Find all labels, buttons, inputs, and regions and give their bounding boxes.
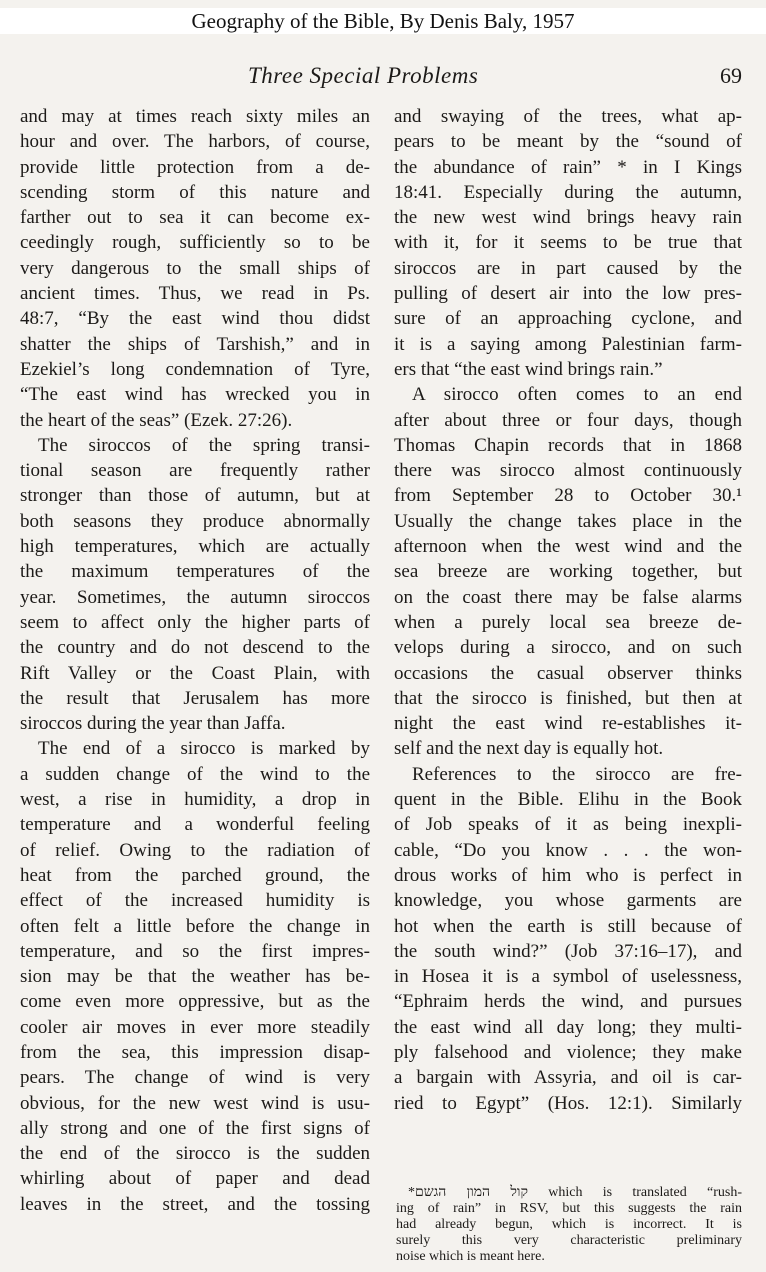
footnote-line: noise which is meant here. <box>396 1249 545 1264</box>
text-line: a bargain with Assyria, and oil is car- <box>394 1067 742 1089</box>
text-line: year. Sometimes, the autumn siroccos <box>20 586 370 608</box>
running-head <box>20 62 744 92</box>
text-line: provide little protection from a de- <box>20 156 370 178</box>
text-line: very dangerous to the small ships of <box>20 257 370 279</box>
text-line: velops during a sirocco, and on such <box>394 637 742 659</box>
text-line: quent in the Bible. Elihu in the Book <box>394 789 742 811</box>
chapter-title: Three Special Problems <box>248 63 479 88</box>
text-line: whirling about of paper and dead <box>20 1168 370 1190</box>
text-line: Ezekiel’s long condemnation of Tyre, <box>20 358 370 380</box>
text-line: ally strong and one of the first signs of <box>20 1117 370 1139</box>
text-line: ceedingly rough, sufficiently so to be <box>20 232 370 254</box>
text-line: leaves in the street, and the tossing <box>20 1193 370 1215</box>
right-column <box>394 104 742 1116</box>
text-line: heat from the parched ground, the <box>20 864 370 886</box>
text-line: pears to be meant by the “sound of <box>394 131 742 153</box>
text-line: Rift Valley or the Coast Plain, with <box>20 662 370 684</box>
text-line: sion may be that the weather has be- <box>20 966 370 988</box>
text-line: temperature, and so the first impres- <box>20 940 370 962</box>
text-line: seem to affect only the higher parts of <box>20 611 370 633</box>
text-line: sure of an approaching cyclone, and <box>394 308 742 330</box>
footnote-line: surely this very characteristic preliminary <box>396 1233 742 1248</box>
text-line: the south wind?” (Job 37:16–17), and <box>394 940 742 962</box>
text-line: the result that Jerusalem has more <box>20 687 370 709</box>
text-line: of relief. Owing to the radiation of <box>20 839 370 861</box>
text-line: from the sea, this impression disap- <box>20 1041 370 1063</box>
footnote-line: *קול המון הגשם which is translated “rush- <box>408 1185 742 1200</box>
footnote-line: ing of rain” in RSV, but this suggests the rain <box>396 1201 742 1216</box>
text-line: it is a saying among Palestinian farm- <box>394 333 742 355</box>
left-column <box>20 104 370 1217</box>
text-line: pulling of desert air into the low pres- <box>394 283 742 305</box>
text-line: the new west wind brings heavy rain <box>394 207 742 229</box>
page-number: 69 <box>720 63 742 88</box>
text-line: after about three or four days, though <box>394 409 742 431</box>
text-line: References to the sirocco are fre- <box>412 763 742 785</box>
text-line: hot when the earth is still because of <box>394 915 742 937</box>
text-line: ried to Egypt” (Hos. 12:1). Similarly <box>394 1092 742 1114</box>
text-line: Thomas Chapin records that in 1868 <box>394 434 742 456</box>
text-line: obvious, for the new west wind is usu- <box>20 1092 370 1114</box>
text-line: high temperatures, which are actually <box>20 536 370 558</box>
text-line: siroccos are in part caused by the <box>394 257 742 279</box>
text-line: of Job speaks of it as being inexpli- <box>394 814 742 836</box>
text-line: cooler air moves in ever more steadily <box>20 1016 370 1038</box>
text-line: the abundance of rain” * in I Kings <box>394 156 742 178</box>
text-line: siroccos during the year than Jaffa. <box>20 713 286 735</box>
text-line: stronger than those of autumn, but at <box>20 485 370 507</box>
text-line: temperature and a wonderful feeling <box>20 814 370 836</box>
text-line: sea breeze are working together, but <box>394 561 742 583</box>
text-line: and swaying of the trees, what ap- <box>394 106 742 127</box>
text-line: hour and over. The harbors, of course, <box>20 131 370 153</box>
text-line: The siroccos of the spring transi- <box>38 434 370 456</box>
text-line: knowledge, you whose garments are <box>394 890 742 912</box>
text-line: ply falsehood and violence; they make <box>394 1041 742 1063</box>
text-line: the maximum temperatures of the <box>20 561 370 583</box>
text-line: “Ephraim herds the wind, and pursues <box>394 991 742 1013</box>
text-line: A sirocco often comes to an end <box>412 384 742 406</box>
text-line: The end of a sirocco is marked by <box>38 738 370 760</box>
text-line: tional season are frequently rather <box>20 460 370 482</box>
text-line: scending storm of this nature and <box>20 181 370 203</box>
text-line: 18:41. Especially during the autumn, <box>394 181 742 203</box>
text-line: from September 28 to October 30.¹ <box>394 485 742 507</box>
text-line: that the sirocco is finished, but then at <box>394 687 742 709</box>
text-line: in Hosea it is a symbol of uselessness, <box>394 966 742 988</box>
text-line: often felt a little before the change in <box>20 915 370 937</box>
text-line: effect of the increased humidity is <box>20 890 370 912</box>
text-line: self and the next day is equally hot. <box>394 738 664 760</box>
text-line: with it, for it seems to be true that <box>394 232 742 254</box>
text-line: the heart of the seas” (Ezek. 27:26). <box>20 409 293 431</box>
text-line: west, a rise in humidity, a drop in <box>20 789 370 811</box>
text-line: there was sirocco almost continuously <box>394 460 742 482</box>
text-line: farther out to sea it can become ex- <box>20 207 370 229</box>
text-line: the end of the sirocco is the sudden <box>20 1143 370 1165</box>
text-line: ancient times. Thus, we read in Ps. <box>20 283 370 305</box>
text-line: occasions the casual observer thinks <box>394 662 742 684</box>
text-line: night the east wind re-establishes it- <box>394 713 742 735</box>
text-line: ers that “the east wind brings rain.” <box>394 358 663 380</box>
text-line: on the coast there may be false alarms <box>394 586 742 608</box>
text-line: 48:7, “By the east wind thou didst <box>20 308 370 330</box>
text-line: both seasons they produce abnormally <box>20 510 370 532</box>
text-line: cable, “Do you know . . . the won- <box>394 839 742 861</box>
text-line: “The east wind has wrecked you in <box>20 384 370 406</box>
image-caption: Geography of the Bible, By Denis Baly, 1957 <box>0 8 766 34</box>
text-line: when a purely local sea breeze de- <box>394 611 742 633</box>
text-line: come even more oppressive, but as the <box>20 991 370 1013</box>
text-line: and may at times reach sixty miles an <box>20 106 370 127</box>
text-line: drous works of him who is perfect in <box>394 864 742 886</box>
footnote-line: had already begun, which is incorrect. It is <box>396 1217 742 1232</box>
text-line: shatter the ships of Tarshish,” and in <box>20 333 370 355</box>
text-line: a sudden change of the wind to the <box>20 763 370 785</box>
footnote <box>396 1185 742 1265</box>
text-line: the east wind all day long; they multi- <box>394 1016 742 1038</box>
text-line: afternoon when the west wind and the <box>394 536 742 558</box>
text-line: Usually the change takes place in the <box>394 510 742 532</box>
text-line: the country and do not descend to the <box>20 637 370 659</box>
text-line: pears. The change of wind is very <box>20 1067 370 1089</box>
